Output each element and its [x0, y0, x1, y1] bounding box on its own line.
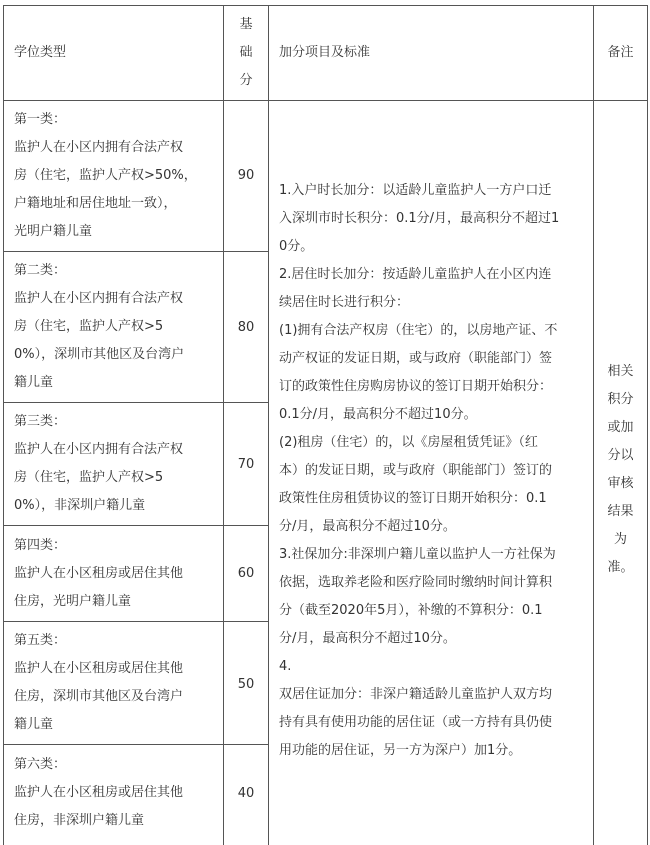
- rule-header-bottom: [3, 100, 648, 101]
- rule-row-2: [3, 402, 268, 403]
- category-4: 第四类： 监护人在小区租房或居住其他 住房，光明户籍儿童: [14, 538, 184, 609]
- header-remark: 备注: [607, 45, 634, 60]
- rule-row-5: [3, 744, 268, 745]
- rule-top: [3, 5, 648, 6]
- header-bonus-items: 加分项目及标准: [279, 45, 371, 60]
- rule-col-left: [3, 5, 4, 845]
- rule-col-1: [223, 5, 224, 845]
- category-2: 第二类： 监护人在小区内拥有合法产权 房（住宅，监护人产权>5 0%），深圳市其他区及台湾户 籍儿童: [14, 263, 185, 390]
- rule-row-3: [3, 525, 268, 526]
- category-5: 第五类： 监护人在小区租房或居住其他 住房，深圳市其他区及台湾户 籍儿童: [14, 633, 184, 732]
- rule-row-4: [3, 621, 268, 622]
- score-5: 50: [237, 677, 255, 692]
- bonus-items-text: 1.入户时长加分：以适龄儿童监护人一方户口迁 入深圳市时长积分：0.1分/月，最高积分不超过1 0分。 2.居住时长加分：按适龄儿童监护人在小区内连 续居住时长进行积分： (1)拥有合法产权房（住宅）的，以房地产证、不 动产权证的发证日期，或与政府（职能部门）签 订的政策性住房购房协议的签订日期开始积分： 0.1分/月，最高积分不超过10分。 (2)租房（住宅）的，以《房屋租赁凭证》（红 本）的发证日期，或与政府（职能部门）签订的 政策性住房租赁协议的签订日期开始积分：0.1 分/月，最高积分不超过10分。 3.社保加分:非深圳户籍儿童以监护人一方社保为 依据，选取养老险和医疗险同时缴纳时间计算积 分（截至2020年5月），补缴的不算积分：0.1 分/月，最高积分不超过10分。 4. 双居住证加分：非深户籍适龄儿童监护人双方均 持有具有使用功能的居住证（或一方持有具仍使 用功能的居住证，另一方为深户）加1分。: [279, 183, 560, 758]
- score-6: 40: [237, 786, 255, 801]
- score-4: 60: [237, 566, 255, 581]
- category-6: 第六类： 监护人在小区租房或居住其他 住房，非深圳户籍儿童: [14, 757, 184, 828]
- category-1: 第一类： 监护人在小区内拥有合法产权 房（住宅，监护人产权>50%， 户籍地址和居住地址一致）， 光明户籍儿童: [14, 112, 197, 239]
- rule-col-2: [268, 5, 269, 845]
- header-base-score: 基 础 分: [239, 17, 253, 88]
- score-2: 80: [237, 320, 255, 335]
- score-1: 90: [237, 168, 255, 183]
- rule-row-1: [3, 251, 268, 252]
- admission-points-table: [3, 5, 648, 845]
- score-3: 70: [237, 457, 255, 472]
- remark-text: 相关 积分 或加 分以 审核 结果 为 准。: [607, 364, 634, 575]
- header-degree-type: 学位类型: [14, 45, 67, 60]
- rule-col-right: [647, 5, 648, 845]
- category-3: 第三类： 监护人在小区内拥有合法产权 房（住宅，监护人产权>5 0%），非深圳户籍儿童: [14, 414, 184, 513]
